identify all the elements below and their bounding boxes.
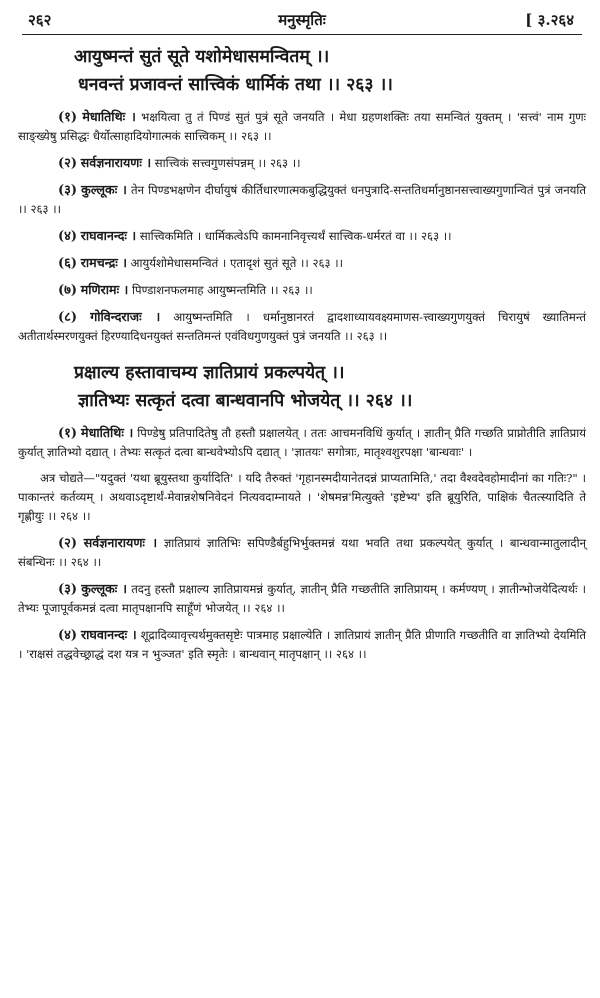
- header-rule: [22, 34, 582, 35]
- page-number: २६२: [28, 11, 52, 29]
- commentary-text: अत्र चोद्यते—"यदुक्तं 'यथा ब्रूयुस्तथा कुर्यादिति' । यदि तैरुक्तं 'गृहानस्मदीयानेतदन्नं प्राप्यतामिति,' तदा वैश्वदेवहोमादीनां का गतिः?" । पाकान्तरं कर्तव्यम् । अथवाऽदृष्टार्थं-मेवान्नशेषनिवेदनं नित्यवदाम्नायते । 'शेषमन्न'मित्युक्ते 'इष्टेभ्य' इति ब्रूयुरिति, पाक्षिकं चैतत्स्यादिति ते गृह्णीयुः ।। २६४ ।।: [18, 471, 586, 523]
- commentator-name: सर्वज्ञनारायणः ।: [80, 155, 152, 170]
- commentary-number: (३): [58, 183, 78, 198]
- commentary-text: तदनु हस्तौ प्रक्षाल्य ज्ञातिप्रायमन्नं कुर्यात्, ज्ञातीन् प्रैति गच्छतीति ज्ञातिप्रायम् । कर्मण्यण् । ज्ञातीन्भोजयेदित्यर्थः । तेभ्यः पूजापूर्वकमन्नं दत्वा मातृपक्षानपि साहूँणं भोजयेत् ।। २६४ ।।: [18, 582, 587, 615]
- commentator-name: कुल्लूकः ।: [81, 182, 127, 197]
- commentary-text: पिण्डेषु प्रतिपादितेषु तौ हस्तौ प्रक्षालयेत् । ततः आचमनविधिं कुर्यात् । ज्ञातीन् प्रैति गच्छति प्राप्नोतीति ज्ञातिप्रायं कुर्यात् ज्ञातिभ्यो दद्यात् । तेभ्यः सत्कृतं दत्वा बान्धवेभ्योऽपि दद्यात् । 'ज्ञातयः' सगोत्राः, मातृश्वशुरपक्षा 'बान्धवाः' ।: [18, 426, 586, 459]
- commentator-name: राघवानन्दः ।: [81, 627, 137, 642]
- verse-reference: [ ३.२६४: [525, 11, 574, 29]
- commentary-number: (१): [58, 426, 78, 441]
- commentary-264: [18, 423, 586, 664]
- commentary-text: सात्त्विकं सत्त्वगुणसंपन्नम् ।। २६३ ।।: [151, 156, 301, 170]
- document-page: [0, 4, 600, 998]
- commentator-name: गोविन्दराजः ।: [90, 309, 161, 324]
- commentary-paragraph: [18, 180, 586, 219]
- commentary-paragraph: [18, 153, 586, 173]
- commentary-paragraph: [18, 533, 586, 572]
- commentary-paragraph: [18, 280, 586, 300]
- commentary-number: (८): [58, 310, 78, 325]
- commentary-number: (३): [58, 582, 78, 597]
- commentator-name: राघवानन्दः ।: [80, 228, 137, 243]
- commentary-number: (७): [58, 283, 78, 298]
- commentary-paragraph: [18, 579, 586, 618]
- commentary-paragraph: [18, 107, 586, 146]
- verse-264-line-2: ज्ञातिभ्यः सत्कृतं दत्वा बान्धवानपि भोजयेत् ।। २६४ ।।: [78, 391, 413, 411]
- commentary-number: (२): [58, 156, 78, 171]
- commentary-text: तेन पिण्डभक्षणेन दीर्घायुषं कीर्तिधारणात्मकबुद्धियुक्तं धनपुत्रादि-सन्ततिधर्मानुष्ठानसत्त्वाख्यगुणान्वितं पुत्रं जनयति ।। २६३ ।।: [18, 183, 587, 216]
- commentary-text: आयुष्मन्तमिति । धर्मानुष्ठानरतं द्वादशाध्यायवक्ष्यमाणस-त्त्वाख्यगुणयुक्तं चिरायुषं ख्यातिमन्तं अतीतार्थस्मरणयुक्तं हिरण्यादिधनयुक्तं सन्ततिमन्तं एवंविधगुणयुक्तं पुत्रं जनयति ।। २६३ ।।: [18, 310, 586, 343]
- commentator-name: सर्वज्ञनारायणः ।: [83, 535, 158, 550]
- commentary-text: सात्त्विकमिति । धार्मिकत्वेऽपि कामनानिवृत्त्यर्थं सात्त्विक-धर्मरतं वा ।। २६३ ।।: [136, 229, 452, 243]
- commentary-paragraph: [18, 423, 586, 462]
- commentary-text: भक्षयित्वा तु तं पिण्डं सुतं पुत्रं सूते जनयति । मेधा ग्रहणशक्तिः तया समन्वितं युक्तम् । 'सत्त्वं' नाम गुणः साङ्ख्येषु प्रसिद्धः धैर्योत्साहादियोगात्मकं सात्त्विकम् ।। २६३ ।।: [18, 110, 586, 143]
- commentary-paragraph: [18, 226, 586, 246]
- commentary-paragraph: [18, 625, 586, 664]
- commentator-name: मेधातिथिः ।: [82, 109, 136, 124]
- commentary-number: (४): [58, 628, 78, 643]
- commentary-number: (२): [58, 536, 78, 551]
- commentator-name: मणिरामः ।: [80, 282, 129, 297]
- page-header: [18, 4, 586, 34]
- running-title: मनुस्मृतिः: [278, 11, 326, 29]
- commentary-text: शूद्रादिव्यावृत्त्यर्थमुक्तसृष्टेः पात्रमाह प्रक्षाल्येति । ज्ञातिप्रायं ज्ञातीन् प्रैति प्रीणाति गच्छतीति वा ज्ञातिभ्यो देयमिति । 'राक्षसं तद्धवेच्छ्राद्धं दश यत्र न भुञ्जत' इति स्मृतेः । बान्धवान् मातृपक्षान् ।। २६४ ।।: [18, 628, 587, 661]
- commentary-paragraph: [18, 307, 586, 346]
- commentary-number: (४): [58, 229, 78, 244]
- commentary-paragraph: [18, 469, 586, 526]
- verse-263: [18, 43, 586, 99]
- commentary-number: (१): [58, 110, 78, 125]
- verse-264-line-1: प्रक्षाल्य हस्तावाचम्य ज्ञातिप्रायं प्रकल्पयेत् ।।: [74, 363, 345, 383]
- verse-263-line-1: आयुष्मन्तं सुतं सूते यशोमेधासमन्वितम् ।।: [74, 47, 330, 67]
- commentary-263: [18, 107, 586, 346]
- verse-264: [18, 359, 586, 415]
- commentary-paragraph: [18, 253, 586, 273]
- verse-263-line-2: धनवन्तं प्रजावन्तं सात्त्विकं धार्मिकं तथा ।। २६३ ।।: [78, 75, 393, 95]
- commentary-number: (६): [58, 256, 78, 271]
- commentary-text: ज्ञातिप्रायं ज्ञातिभिः सपिण्डैर्बहुभिर्भुक्तमन्नं यथा भवति तथा प्रकल्पयेत् कुर्यात् । बान्धवान्मातुलादीन् संबन्धिनः ।। २६४ ।।: [18, 536, 587, 569]
- commentator-name: मेधातिथिः ।: [81, 425, 134, 440]
- commentator-name: कुल्लूकः ।: [81, 581, 128, 596]
- commentary-text: पिण्डाशनफलमाह आयुष्मन्तमिति ।। २६३ ।।: [128, 283, 313, 297]
- commentator-name: रामचन्द्रः ।: [80, 255, 127, 270]
- commentary-text: आयुर्यशोमेधासमन्वितं । एतादृशं सुतं सूते ।। २६३ ।।: [126, 256, 344, 270]
